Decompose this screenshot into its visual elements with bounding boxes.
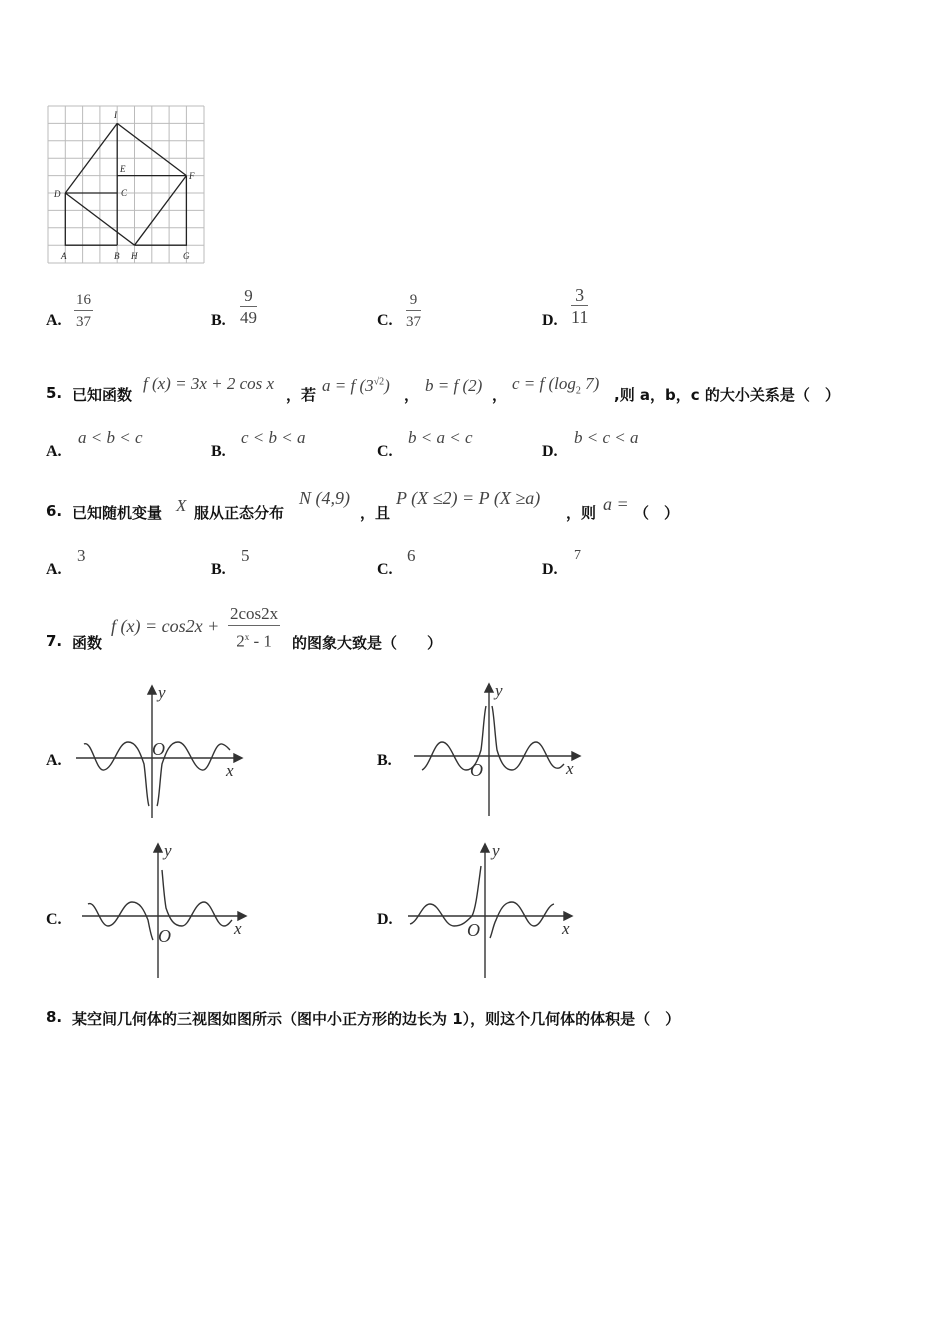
q6-ask: a = <box>603 494 629 514</box>
q5-c-def: c = f ($\log_2$ 7) <box>512 374 600 397</box>
point-label-C: C <box>121 188 128 198</box>
q5-option-b-label[interactable]: B. <box>211 443 226 460</box>
q8-text: 某空间几何体的三视图如图所示（图中小正方形的边长为 1），则这个几何体的体积是（ ） <box>72 1010 681 1028</box>
q5-b-def: b = f (2) <box>425 376 483 395</box>
q5-a-def: a = f $(3^{√2})$ <box>322 376 390 395</box>
point-label-I: I <box>114 110 117 120</box>
q7-graph-c[interactable] <box>78 840 254 982</box>
q7-a-origin-label: O <box>152 739 165 759</box>
q6-variable: X <box>176 496 187 515</box>
q7-text1: 函数 <box>72 634 103 652</box>
point-label-D: D <box>54 189 61 199</box>
q6-option-b-value: 5 <box>241 546 250 565</box>
q7-option-d-label[interactable]: D. <box>377 911 393 928</box>
q7-graph-a[interactable] <box>72 682 248 824</box>
q4-option-d-label[interactable]: D. <box>542 312 558 329</box>
q4-option-a-label[interactable]: A. <box>46 312 62 329</box>
q7-d-x-label: x <box>562 919 570 938</box>
q7-number: 7. <box>46 632 63 650</box>
q5-sep1: ， <box>404 386 420 404</box>
point-label-G: G <box>183 251 190 261</box>
q7-d-y-label: y <box>492 841 500 860</box>
point-label-F: F <box>189 171 195 181</box>
q6-text4: ，则 <box>566 504 597 522</box>
q5-option-d-value: b < c < a <box>574 428 639 447</box>
q6-text1: 已知随机变量 <box>72 504 163 522</box>
q8-number: 8. <box>46 1008 63 1026</box>
q7-a-x-label: x <box>226 761 234 780</box>
q5-option-c-value: b < a < c <box>408 428 473 447</box>
q7-b-origin-label: O <box>470 760 483 780</box>
q7-c-x-label: x <box>234 919 242 938</box>
q6-text5: （ ） <box>634 504 680 522</box>
q5-option-a-value: a < b < c <box>78 428 143 447</box>
q7-graph-d[interactable] <box>404 840 580 982</box>
q5-text1: 已知函数 <box>72 386 133 404</box>
q6-option-d-label[interactable]: D. <box>542 561 558 578</box>
q7-text2: 的图象大致是（ ） <box>292 634 443 652</box>
q7-function-fraction: $\frac{2\cos 2x}{2^x - 1}$ <box>230 604 279 651</box>
q6-option-c-value: 6 <box>407 546 416 565</box>
q6-text3: ，且 <box>360 504 391 522</box>
point-label-E: E <box>120 164 126 174</box>
q5-sep2: ， <box>492 386 508 404</box>
q6-condition: P (X ≤2) = P (X ≥a) <box>396 488 541 508</box>
q6-option-a-label[interactable]: A. <box>46 561 62 578</box>
point-label-A: A <box>61 251 67 261</box>
q6-distribution: N (4,9) <box>299 488 350 508</box>
q5-text3: ,则 a，b，c 的大小关系是（ ） <box>614 386 840 404</box>
q7-b-y-label: y <box>495 681 503 700</box>
q7-option-c-label[interactable]: C. <box>46 911 62 928</box>
q7-function-lhs: f (x) = cos2x + <box>111 616 220 636</box>
q4-option-d-value: $\frac{3}{11}$ <box>571 285 589 327</box>
q5-option-a-label[interactable]: A. <box>46 443 62 460</box>
q7-c-origin-label: O <box>158 926 171 946</box>
q4-option-c-value: $\frac{9}{37}$ <box>406 292 421 330</box>
point-label-H: H <box>131 251 138 261</box>
q6-option-d-value: 7 <box>574 548 581 563</box>
q7-d-origin-label: O <box>467 920 480 940</box>
q6-option-c-label[interactable]: C. <box>377 561 393 578</box>
q7-c-y-label: y <box>164 841 172 860</box>
q4-option-b-label[interactable]: B. <box>211 312 226 329</box>
q4-option-c-label[interactable]: C. <box>377 312 393 329</box>
q4-option-a-value: $\frac{16}{37}$ <box>76 292 91 330</box>
q6-number: 6. <box>46 502 63 520</box>
q6-text2: 服从正态分布 <box>194 504 285 522</box>
q5-option-c-label[interactable]: C. <box>377 443 393 460</box>
q7-a-y-label: y <box>158 683 166 702</box>
point-label-B: B <box>114 251 120 261</box>
q7-b-x-label: x <box>566 759 574 778</box>
q6-option-b-label[interactable]: B. <box>211 561 226 578</box>
q7-graph-b[interactable] <box>410 680 586 822</box>
q6-option-a-value: 3 <box>77 546 86 565</box>
q5-option-d-label[interactable]: D. <box>542 443 558 460</box>
q7-option-a-label[interactable]: A. <box>46 752 62 769</box>
grid-figure <box>46 104 208 268</box>
q5-number: 5. <box>46 384 63 402</box>
q5-text2: ，若 <box>286 386 317 404</box>
q4-option-b-value: $\frac{9}{49}$ <box>240 286 257 327</box>
q5-function: f (x) = 3x + 2 cos x <box>143 374 275 393</box>
q7-option-b-label[interactable]: B. <box>377 752 392 769</box>
q5-option-b-value: c < b < a <box>241 428 306 447</box>
